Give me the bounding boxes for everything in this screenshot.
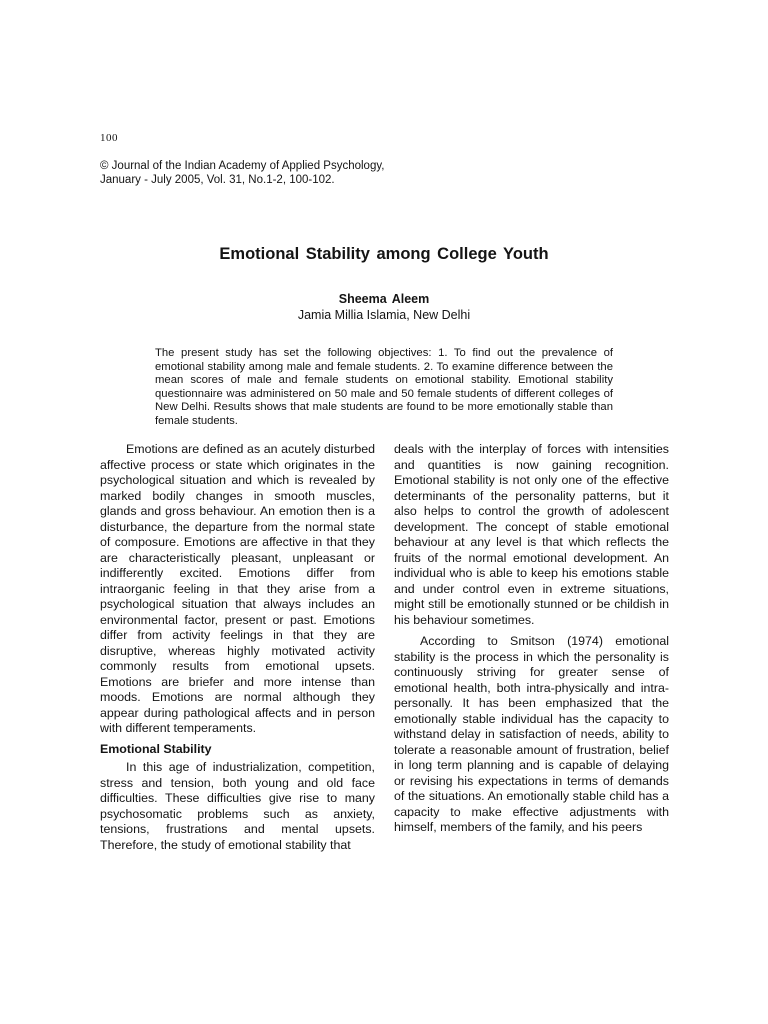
page-number: 100 (100, 132, 118, 144)
section-heading: Emotional Stability (100, 741, 212, 756)
journal-citation (100, 159, 620, 187)
author-name: Sheema Aleem (338, 292, 430, 306)
body-paragraph: In this age of industrialization, competition, stress and tension, both young and old face difficulties. These difficulties give rise to many psychosomatic problems such as anxiety, tensions, frustrations and mental upsets. Therefore, the study of emotional stability that (100, 760, 375, 852)
body-paragraph: According to Smitson (1974) emotional stability is the process in which the personality is continuously striving for greater sense of emotional health, both intra-physically and intra-personally. It has been emphasized that the emotionally stable individual has the capacity to withstand delay in satisfaction of needs, ability to tolerate a reasonable amount of frustration, belief in long term planning and is capable of delaying or revising his expectations in terms of demands of the situations. An emotionally stable child has a capacity to make effective adjustments with himself, members of the family, and his peers (394, 634, 669, 834)
journal-citation-line2: January - July 2005, Vol. 31, No.1-2, 100-102. (100, 174, 335, 186)
article-title: Emotional Stability among College Youth (219, 245, 549, 263)
journal-citation-line1: © Journal of the Indian Academy of Applied Psychology, (100, 160, 385, 172)
author-affiliation: Jamia Millia Islamia, New Delhi (297, 308, 471, 322)
body-paragraph: Emotions are defined as an acutely disturbed affective process or state which originates in the psychological situation and which is revealed by marked bodily changes in smooth muscles, glands and gross behaviour. An emotion then is a disturbance, the departure from the normal state of composure. Emotions are affective in that they are characteristically pleasant, unpleasant or indifferently excited. Emotions differ from intraorganic feeling in that they arise from a psychological situation that always includes an environmental factor, present or past. Emotions differ from activity feelings in that they are disruptive, whereas highly motivated activity commonly results from emotional upsets. Emotions are briefer and more intense than moods. Emotions are normal although they appear during pathological affects and in person with different temperaments. (100, 442, 375, 735)
body-paragraph: deals with the interplay of forces with intensities and quantities is now gaining recognition. Emotional stability is not only one of the effective determinants of the personality patterns, but it also helps to control the growth of adolescent development. The concept of stable emotional behaviour at any level is that which reflects the fruits of the normal emotional development. An individual who is able to keep his emotions stable and under control even in extreme situations, might still be emotionally stunned or be childish in his behaviour sometimes. (394, 442, 669, 627)
right-column (394, 442, 669, 836)
abstract: The present study has set the following objectives: 1. To find out the prevalence of emotional stability among male and female students. 2. To examine difference between the mean scores of male and female students on emotional stability. Emotional stability questionnaire was administered on 50 male and 50 female students of different colleges of New Delhi. Results shows that male students are found to be more emotionally stable than female students. (155, 347, 613, 427)
left-column (100, 442, 375, 853)
